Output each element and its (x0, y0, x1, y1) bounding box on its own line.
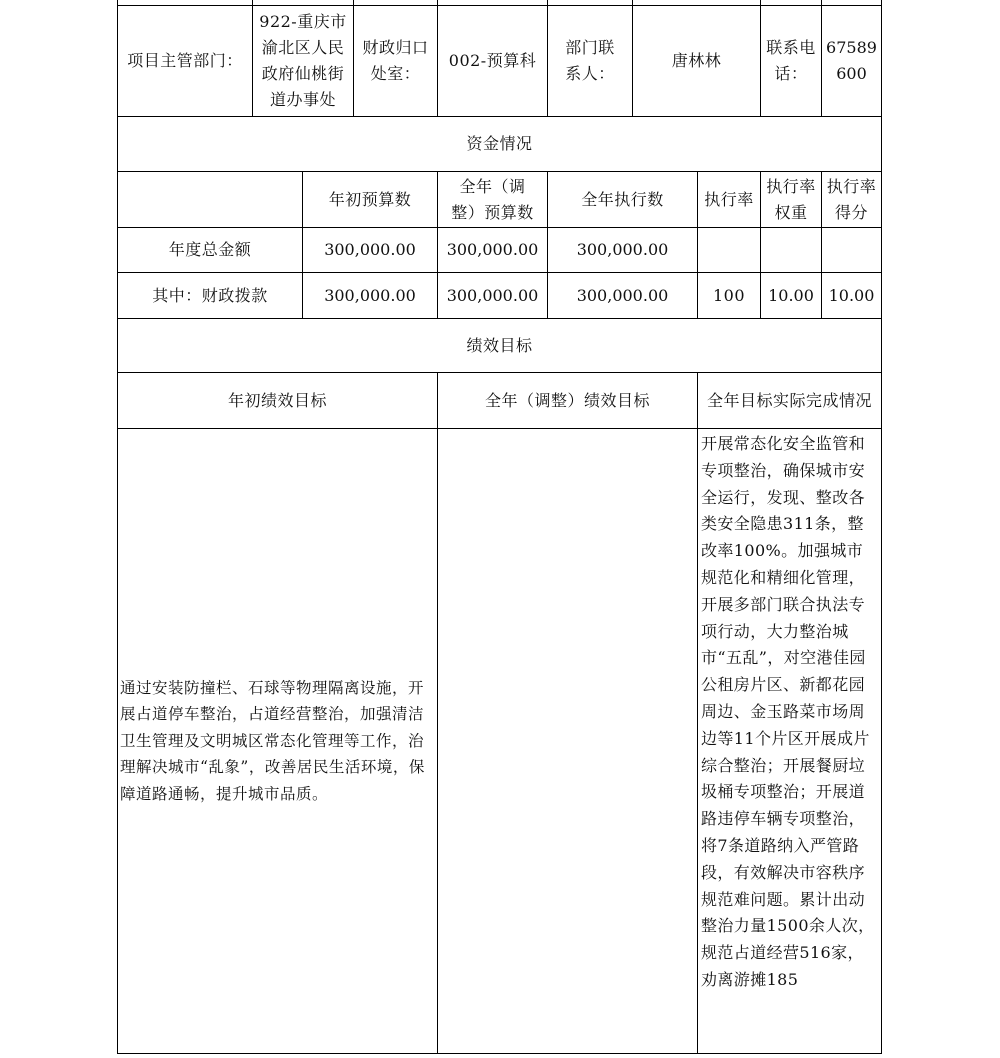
contact-label-text: 部门联系人： (565, 38, 615, 83)
funding-row-total-executed (548, 228, 697, 272)
funding-col-initial-text: 年初预算数 (328, 189, 412, 209)
finance-label-text: 财政归口处室： (362, 38, 429, 83)
funding-row-fiscal-initial-text: 300,000.00 (324, 285, 416, 305)
grid-line (117, 1053, 882, 1054)
funding-row-fiscal-label (118, 273, 302, 318)
funding-col-adjusted (438, 172, 547, 227)
performance-col-actual-text: 全年目标实际完成情况 (706, 390, 872, 410)
funding-row-fiscal-adjusted-text: 300,000.00 (446, 285, 539, 305)
dept-value-text: 922-重庆市渝北区人民政府仙桃街道办事处 (259, 12, 347, 109)
performance-col-initial-text: 年初绩效目标 (227, 390, 327, 410)
funding-row-total-initial-text: 300,000.00 (324, 240, 416, 259)
funding-col-weight-text: 执行率权重 (766, 176, 816, 222)
funding-row-total-initial (303, 228, 437, 272)
contact-label (548, 6, 632, 116)
performance-col-adjusted (438, 373, 697, 428)
performance-col-actual (698, 373, 881, 428)
finance-value-text: 002-预算科 (448, 51, 537, 70)
grid-line (881, 0, 882, 1054)
funding-col-score-text: 执行率得分 (826, 176, 877, 222)
performance-col-initial (118, 373, 437, 428)
funding-section-title-text: 资金情况 (466, 134, 533, 153)
funding-col-rate (698, 172, 760, 227)
phone-label-text: 联系电话： (766, 38, 816, 83)
phone-label (761, 6, 821, 116)
performance-section-title-text: 绩效目标 (466, 335, 533, 355)
funding-row-fiscal-rate (698, 273, 760, 318)
performance-initial-goal-text: 通过安装防撞栏、石球等物理隔离设施，开展占道停车整治，占道经营整治，加强清洁卫生管理及文明城区常态化管理等工作，治理解决城市“乱象”，改善居民生活环境，保障道路通畅，提升城市品质。 (120, 678, 425, 803)
phone-value (822, 6, 881, 116)
funding-row-fiscal-score-text: 10.00 (828, 285, 875, 305)
funding-row-fiscal-weight (761, 273, 821, 318)
funding-row-fiscal-adjusted (438, 273, 547, 318)
finance-value (438, 6, 547, 116)
performance-initial-goal (118, 429, 437, 1053)
funding-section-title (118, 117, 881, 171)
dept-value (253, 6, 353, 116)
funding-row-total-adjusted (438, 228, 547, 272)
funding-col-score (822, 172, 881, 227)
phone-value-text: 67589600 (826, 38, 877, 83)
finance-label (354, 6, 437, 116)
funding-col-weight (761, 172, 821, 227)
funding-row-fiscal-executed-text: 300,000.00 (576, 285, 669, 305)
contact-value-text: 唐林林 (671, 51, 722, 70)
funding-row-fiscal-label-text: 其中：财政拨款 (152, 285, 268, 305)
funding-row-total-rate (698, 228, 760, 272)
funding-row-total-label-text: 年度总金额 (168, 240, 252, 259)
funding-row-total-executed-text: 300,000.00 (576, 240, 669, 259)
funding-col-initial (303, 172, 437, 227)
funding-row-total-adjusted-text: 300,000.00 (446, 240, 539, 259)
funding-row-fiscal-score (822, 273, 881, 318)
dept-label (118, 6, 252, 116)
funding-col-adjusted-text: 全年（调整）预算数 (451, 176, 534, 222)
funding-row-fiscal-initial (303, 273, 437, 318)
funding-row-fiscal-rate-text: 100 (712, 285, 746, 305)
performance-actual-result-text: 开展常态化安全监管和专项整治，确保城市安全运行，发现、整改各类安全隐患311条，整改率100%。加强城市规范化和精细化管理，开展多部门联合执法专项行动，大力整治城市“五乱”，对空港佳园公租房片区、新都花园周边、金玉路菜市场周边等11个片区开展成片综合整治；开展餐厨垃圾桶专项整治；开展道路违停车辆专项整治，将7条道路纳入严管路段，有效解决市容秩序规范难问题。累计出动整治力量1500余人次，规范占道经营516家，劝离游摊185 (701, 434, 875, 989)
funding-row-total-label (118, 228, 302, 272)
funding-col-executed-text: 全年执行数 (581, 189, 664, 209)
funding-row-total-score (822, 228, 881, 272)
funding-row-fiscal-executed (548, 273, 697, 318)
dept-label-text: 项目主管部门： (127, 51, 243, 70)
performance-col-adjusted-text: 全年（调整）绩效目标 (484, 390, 650, 410)
performance-actual-result (698, 429, 881, 1053)
funding-col-rate-text: 执行率 (704, 189, 754, 209)
funding-col-executed (548, 172, 697, 227)
performance-section-title (118, 319, 881, 372)
performance-adjusted-goal (438, 429, 697, 1053)
funding-row-total-weight (761, 228, 821, 272)
funding-row-fiscal-weight-text: 10.00 (768, 285, 814, 305)
contact-value (633, 6, 760, 116)
